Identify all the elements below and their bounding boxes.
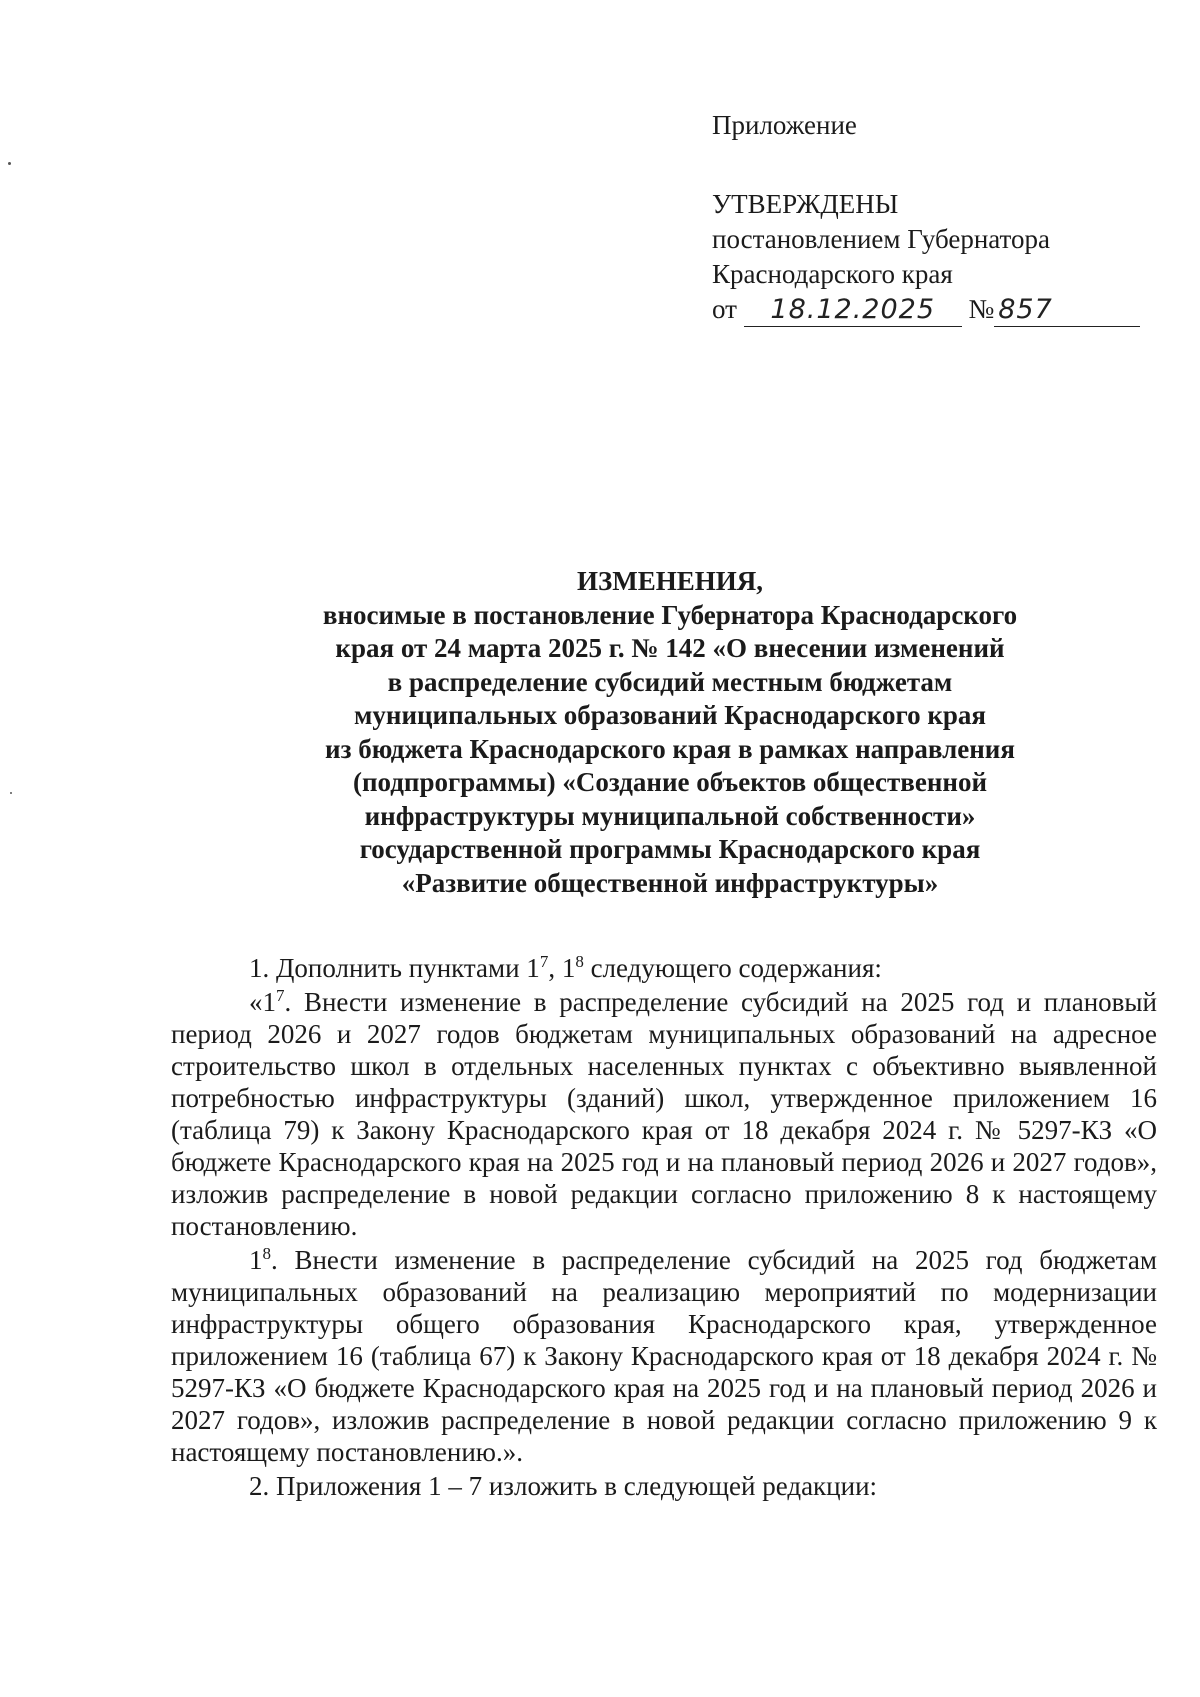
text-run: 1. Дополнить пунктами 1: [249, 953, 540, 983]
text-run: . Внести изменение в распределение субсидий на 2025 год бюджетам муниципальных образований на реализацию мероприятий по модернизации инфраструктуры общего образования Краснодарского края, утвержденное приложением 16 (таблица 67) к Закону Краснодарского края от 18 декабря 2024 г. № 5297-КЗ «О бюджете Краснодарского края на 2025 год и на плановый период 2026 и 2027 годов», изложив распределение в новой редакции согласно приложению 9 к настоящему постановлению.».: [171, 1245, 1157, 1467]
date-prefix: от: [712, 294, 737, 324]
scan-speck: [8, 162, 11, 165]
paragraph-2: 2. Приложения 1 – 7 изложить в следующей редакции:: [249, 1471, 878, 1501]
title-line: государственной программы Краснодарского края: [359, 834, 981, 864]
superscript: 8: [262, 1244, 271, 1263]
title-line: муниципальных образований Краснодарского края: [354, 700, 986, 730]
text-run: «1: [249, 987, 276, 1017]
title-line: из бюджета Краснодарского края в рамках направления: [325, 733, 1015, 764]
paragraph-1-7: [171, 986, 1157, 1242]
paragraph-1-8: [171, 1244, 1157, 1468]
approved-by-line-1: постановлением Губернатора: [712, 224, 1050, 254]
approved-label: УТВЕРЖДЕНЫ: [712, 189, 899, 219]
title-heading: ИЗМЕНЕНИЯ,: [576, 566, 763, 596]
paragraph-1: [171, 952, 1157, 984]
title-line: в распределение субсидий местным бюджетам: [387, 666, 953, 697]
number-prefix: №: [968, 294, 995, 324]
document-title: [280, 565, 1060, 900]
title-line: (подпрограммы) «Создание объектов общественной: [352, 767, 987, 797]
text-run: . Внести изменение в распределение субсидий на 2025 год и плановый период 2026 и 2027 годов бюджетам муниципальных образований на адресное строительство школ в отдельных населенных пунктах с объективно выявленной потребностью инфраструктуры (зданий) школ, утвержденное приложением 16 (таблица 79) к Закону Краснодарского края от 18 декабря 2024 г. № 5297-КЗ «О бюджете Краснодарского края на 2025 год и на плановый период 2026 и 2027 годов», изложив распределение в новой редакции согласно приложению 8 к настоящему постановлению.: [171, 987, 1157, 1241]
approval-block: [712, 108, 1132, 327]
text-run: 1: [249, 1245, 263, 1275]
superscript: 7: [539, 952, 549, 971]
text-run: , 1: [548, 953, 576, 983]
superscript: 7: [276, 986, 285, 1005]
handwritten-date: 18.12.2025: [744, 294, 962, 327]
approved-by-line-2: Краснодарского края: [712, 259, 953, 289]
handwritten-number: 857: [994, 294, 1140, 327]
appendix-label: Приложение: [712, 110, 857, 140]
scan-speck: [10, 792, 12, 794]
date-number-line: [712, 292, 1132, 327]
title-line: края от 24 марта 2025 г. № 142 «О внесении изменений: [335, 633, 1005, 663]
text-run: следующего содержания:: [583, 953, 882, 983]
document-body: [171, 952, 1157, 1502]
title-line: инфраструктуры муниципальной собственности»: [364, 800, 976, 831]
superscript: 8: [575, 952, 584, 971]
title-line: вносимые в постановление Губернатора Краснодарского: [322, 599, 1018, 630]
title-line: «Развитие общественной инфраструктуры»: [401, 867, 939, 898]
